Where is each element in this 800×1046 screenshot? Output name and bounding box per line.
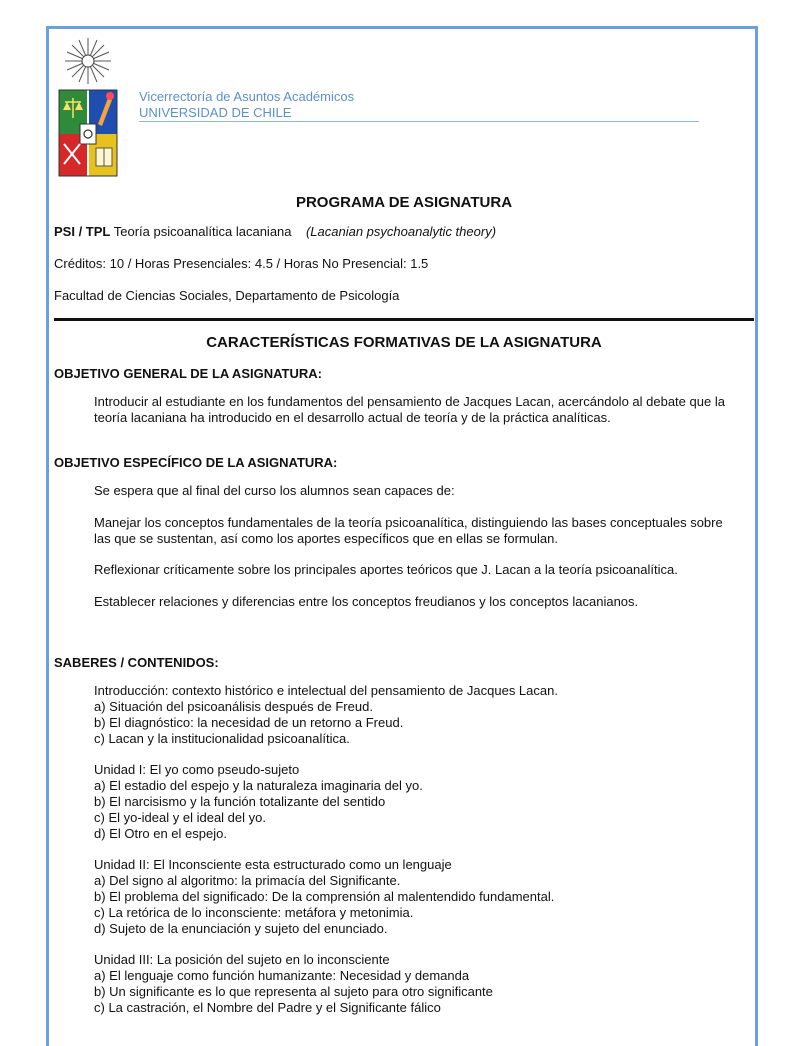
list-item: c) La retórica de lo inconsciente: metáfora y metonimia. — [94, 905, 414, 920]
section-divider — [54, 318, 754, 321]
course-code: PSI / TPL — [54, 224, 111, 239]
specific-objective-item: Manejar los conceptos fundamentales de la teoría psicoanalítica, distinguiendo las bases conceptuales sobre las que se sustentan, así como los aportes específicos que en ellas se formulan. — [94, 515, 723, 546]
university-crest-icon — [58, 36, 118, 178]
list-item: a) Situación del psicoanálisis después de Freud. — [94, 699, 373, 714]
contents-unit-2 — [94, 857, 734, 937]
institution-vicerrectoria: Vicerrectoría de Asuntos Académicos — [139, 89, 355, 104]
specific-objective-item: Establecer relaciones y diferencias entre los conceptos freudianos y los conceptos lacanianos. — [94, 594, 639, 609]
contents-unit-1 — [94, 762, 734, 842]
list-item: a) El estadio del espejo y la naturaleza imaginaria del yo. — [94, 778, 423, 793]
institution-header — [139, 89, 699, 122]
unit-title: Introducción: contexto histórico e intelectual del pensamiento de Jacques Lacan. — [94, 683, 558, 698]
list-item: a) Del signo al algoritmo: la primacía del Significante. — [94, 873, 401, 888]
list-item: c) El yo-ideal y el ideal del yo. — [94, 810, 266, 825]
characteristics-title: CARACTERÍSTICAS FORMATIVAS DE LA ASIGNATURA — [206, 334, 602, 351]
institution-university: UNIVERSIDAD DE CHILE — [139, 105, 699, 122]
course-name-english: (Lacanian psychoanalytic theory) — [305, 224, 497, 239]
list-item: b) El problema del significado: De la comprensión al malentendido fundamental. — [94, 889, 555, 904]
list-item: c) La castración, el Nombre del Padre y el Significante fálico — [94, 1000, 441, 1015]
general-objective-text: Introducir al estudiante en los fundamentos del pensamiento de Jacques Lacan, acercándolo al debate que la teoría lacaniana ha introducido en el desarrollo actual de teoría y de la práctica analíticas. — [94, 394, 725, 425]
contents-unit-3 — [94, 952, 734, 1016]
general-objective-heading: OBJETIVO GENERAL DE LA ASIGNATURA: — [54, 366, 322, 381]
course-name: Teoría psicoanalítica lacaniana — [113, 224, 292, 239]
course-line — [54, 224, 496, 239]
list-item: b) Un significante es lo que representa al sujeto para otro significante — [94, 984, 493, 999]
unit-title: Unidad I: El yo como pseudo-sujeto — [94, 762, 300, 777]
credits-line: Créditos: 10 / Horas Presenciales: 4.5 / Horas No Presencial: 1.5 — [54, 256, 429, 271]
list-item: b) El narcisismo y la función totalizante del sentido — [94, 794, 386, 809]
list-item: b) El diagnóstico: la necesidad de un retorno a Freud. — [94, 715, 404, 730]
contents-unit-intro — [94, 683, 734, 747]
specific-objective-intro: Se espera que al final del curso los alumnos sean capaces de: — [94, 483, 455, 498]
specific-objective-item: Reflexionar críticamente sobre los principales aportes teóricos que J. Lacan a la teoría psicoanalítica. — [94, 562, 678, 577]
unit-title: Unidad II: El Inconsciente esta estructurado como un lenguaje — [94, 857, 452, 872]
program-title: PROGRAMA DE ASIGNATURA — [295, 194, 513, 211]
list-item: c) Lacan y la institucionalidad psicoanalítica. — [94, 731, 350, 746]
list-item: d) El Otro en el espejo. — [94, 826, 227, 841]
unit-title: Unidad III: La posición del sujeto en lo inconsciente — [94, 952, 390, 967]
contents-heading: SABERES / CONTENIDOS: — [54, 655, 219, 670]
list-item: d) Sujeto de la enunciación y sujeto del enunciado. — [94, 921, 388, 936]
faculty-line: Facultad de Ciencias Sociales, Departamento de Psicología — [54, 288, 400, 303]
list-item: a) El lenguaje como función humanizante: Necesidad y demanda — [94, 968, 470, 983]
specific-objective-heading: OBJETIVO ESPECÍFICO DE LA ASIGNATURA: — [54, 455, 338, 470]
